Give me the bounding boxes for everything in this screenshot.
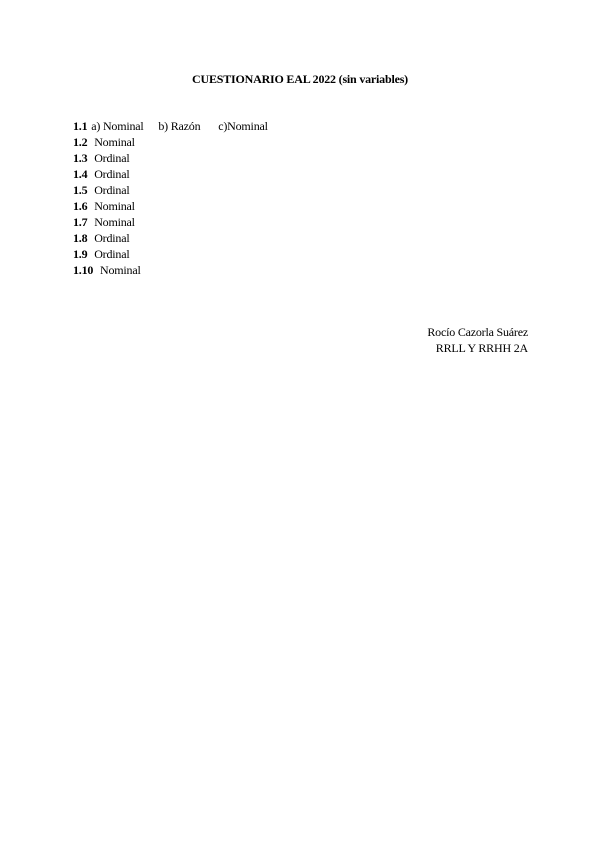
answer-list <box>73 118 268 278</box>
document-title: CUESTIONARIO EAL 2022 (sin variables) <box>192 72 408 86</box>
question-number: 1.5 <box>73 183 88 197</box>
answer-row-1-7 <box>73 214 268 230</box>
question-number: 1.7 <box>73 215 88 229</box>
answer-value: Ordinal <box>94 183 130 197</box>
answer-row-1-9 <box>73 246 268 262</box>
answer-value: Ordinal <box>94 167 130 181</box>
answer-row-1-3 <box>73 150 268 166</box>
answer-value: Ordinal <box>94 231 130 245</box>
answer-value: Nominal <box>94 199 135 213</box>
answer-value: Nominal <box>100 263 141 277</box>
author-group: RRLL Y RRHH 2A <box>435 341 528 355</box>
answer-value: Ordinal <box>94 151 130 165</box>
answer-row-1-10 <box>73 262 268 278</box>
question-number: 1.4 <box>73 167 88 181</box>
answer-option-c: c)Nominal <box>218 119 268 133</box>
question-number: 1.1 <box>73 119 88 133</box>
signature-block <box>427 324 528 356</box>
answer-row-1-4 <box>73 166 268 182</box>
answer-row-1-1 <box>73 118 268 134</box>
answer-row-1-6 <box>73 198 268 214</box>
question-number: 1.6 <box>73 199 88 213</box>
question-number: 1.3 <box>73 151 88 165</box>
answer-row-1-8 <box>73 230 268 246</box>
question-number: 1.2 <box>73 135 88 149</box>
answer-value: Ordinal <box>94 247 130 261</box>
answer-value: Nominal <box>94 215 135 229</box>
answer-value: Nominal <box>94 135 135 149</box>
answer-row-1-2 <box>73 134 268 150</box>
question-number: 1.8 <box>73 231 88 245</box>
answer-option-a: a) Nominal <box>91 119 144 133</box>
answer-option-b: b) Razón <box>158 119 201 133</box>
question-number: 1.10 <box>73 263 94 277</box>
question-number: 1.9 <box>73 247 88 261</box>
author-name: Rocío Cazorla Suárez <box>427 325 528 339</box>
answer-row-1-5 <box>73 182 268 198</box>
